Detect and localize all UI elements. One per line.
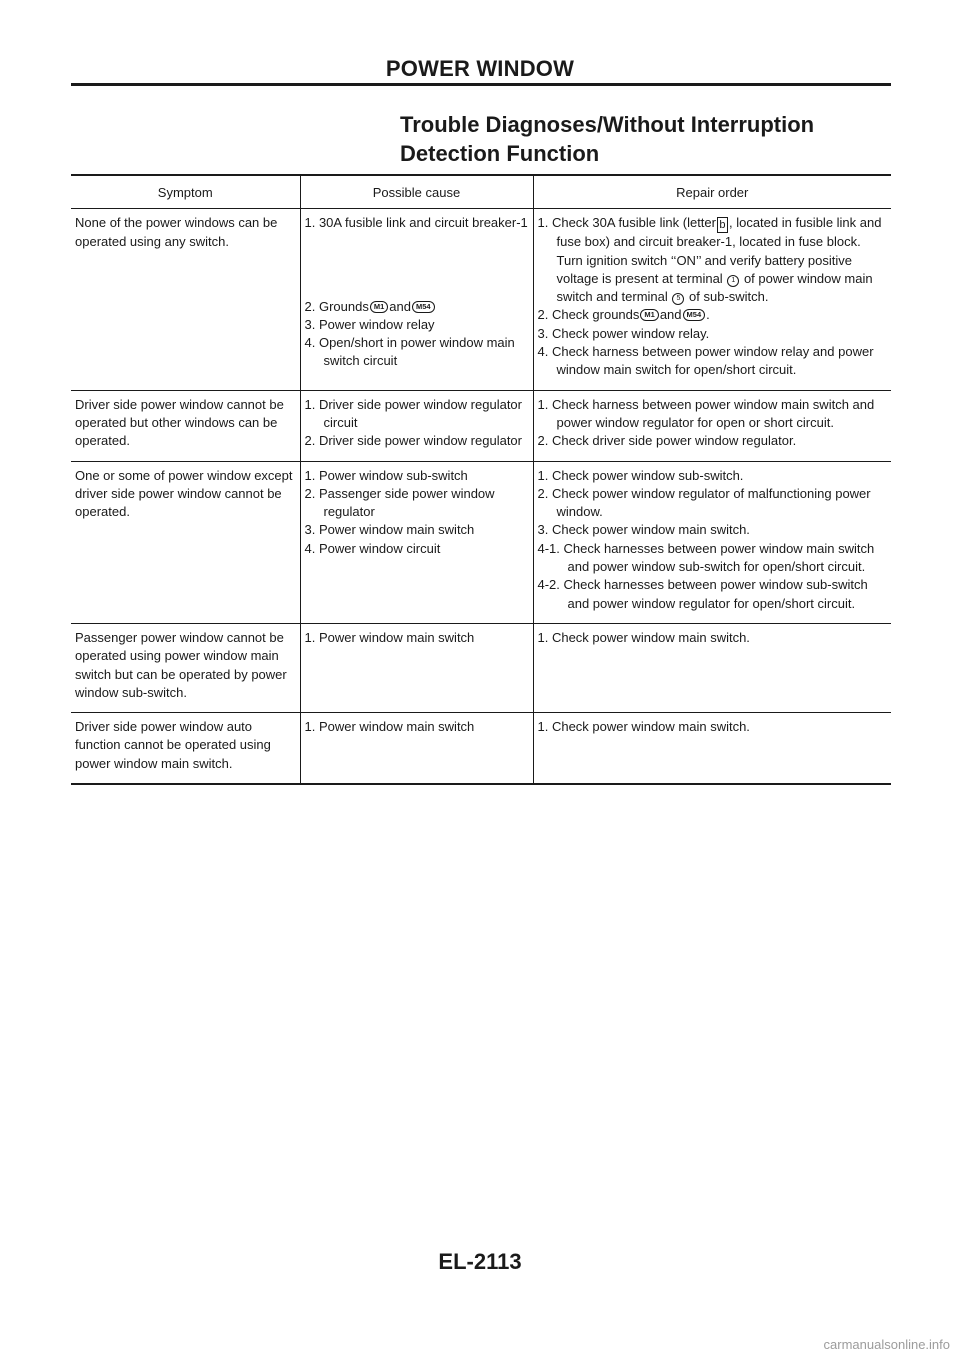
cause-cell — [300, 390, 533, 461]
connector-m1-icon: M1 — [640, 309, 658, 321]
cause-item: 1. Power window sub-switch — [304, 467, 468, 483]
symptom-cell: Driver side power window cannot be operated but other windows can be operated. — [71, 390, 300, 461]
repair-text: . — [706, 307, 710, 323]
table-row — [71, 713, 891, 784]
repair-text: , located in fusible link and fuse box) and circuit breaker-1, located in fuse block. Turn ignition switch ‘‘ON’’ and verify battery positive voltage is present at terminal — [556, 215, 882, 286]
repair-item — [538, 306, 888, 324]
table-header-row — [71, 175, 891, 209]
repair-cell — [533, 461, 891, 623]
cause-text: and — [389, 298, 411, 314]
cause-item: 3. Power window main switch — [304, 522, 475, 538]
letter-box-icon: b — [717, 217, 728, 233]
repair-item: 1. Check harness between power window main switch and power window regulator for open or short circuit. — [537, 396, 875, 430]
cause-item: 1. Power window main switch — [304, 719, 475, 735]
repair-text: of sub-switch. — [689, 289, 769, 305]
repair-item: 1. Check power window main switch. — [537, 629, 750, 645]
connector-m54-icon: M54 — [683, 309, 706, 321]
diagnosis-table-wrapper — [71, 174, 891, 785]
cause-cell — [300, 713, 533, 784]
symptom-cell: One or some of power window except driver side power window cannot be operated. — [71, 461, 300, 623]
repair-text: 2. Check grounds — [537, 307, 640, 323]
section-title — [400, 110, 880, 168]
repair-text: 1. Check 30A fusible link (letter — [537, 215, 716, 231]
repair-item: 4. Check harness between power window relay and power window main switch for open/short circuit. — [537, 344, 874, 378]
terminal-1-icon: 1 — [727, 275, 739, 287]
cause-item: 4. Open/short in power window main switch circuit — [304, 335, 515, 369]
cause-item: 4. Power window circuit — [304, 540, 441, 556]
repair-text: of power window main switch and terminal — [556, 270, 873, 305]
connector-m1-icon: M1 — [370, 301, 388, 313]
repair-item: 1. Check power window main switch. — [537, 719, 750, 735]
cause-item: 3. Power window relay — [304, 316, 435, 332]
page-header-title: POWER WINDOW — [385, 56, 575, 81]
cause-item: 2. Passenger side power window regulator — [304, 485, 495, 520]
cause-cell — [300, 623, 533, 712]
cause-item: 1. Driver side power window regulator circuit — [304, 396, 522, 430]
table-row — [71, 623, 891, 712]
cause-item: 1. 30A fusible link and circuit breaker-1 — [304, 215, 528, 231]
repair-cell — [533, 209, 891, 390]
symptom-cell: Passenger power window cannot be operated using power window main switch but can be operated by power window sub-switch. — [71, 623, 300, 712]
cause-item: 1. Power window main switch — [304, 629, 475, 645]
repair-cell — [533, 713, 891, 784]
repair-item: 3. Check power window relay. — [537, 325, 710, 341]
section-title-line-2: Detection Function — [400, 141, 600, 166]
repair-cell — [533, 390, 891, 461]
repair-item: 1. Check power window sub-switch. — [537, 467, 744, 483]
cause-item: 2. Driver side power window regulator — [304, 433, 522, 449]
cause-spacer — [305, 233, 529, 298]
repair-item: 3. Check power window main switch. — [537, 522, 750, 538]
table-row — [71, 209, 891, 390]
cause-item — [305, 298, 529, 316]
repair-item: 2. Check driver side power window regulator. — [537, 433, 797, 449]
diagnosis-table — [71, 174, 891, 785]
repair-item: 4-2. Check harnesses between power window sub-switch and power window regulator for open/short circuit. — [537, 577, 868, 611]
column-header-repair-order: Repair order — [533, 175, 891, 209]
repair-text: and — [659, 307, 682, 323]
repair-item: 4-1. Check harnesses between power window main switch and power window sub-switch for open/short circuit. — [537, 540, 875, 575]
table-row — [71, 390, 891, 461]
terminal-5-icon: 5 — [672, 293, 684, 305]
section-title-line-1: Trouble Diagnoses/Without Interruption — [400, 112, 815, 137]
column-header-possible-cause: Possible cause — [300, 175, 533, 209]
cause-text: 2. Grounds — [304, 298, 369, 314]
symptom-cell: Driver side power window auto function cannot be operated using power window main switch. — [71, 713, 300, 784]
repair-item: 2. Check power window regulator of malfunctioning power window. — [537, 485, 871, 520]
repair-cell — [533, 623, 891, 712]
watermark: carmanualsonline.info — [823, 1337, 950, 1352]
table-row — [71, 461, 891, 623]
cause-cell — [300, 461, 533, 623]
symptom-cell: None of the power windows can be operated using any switch. — [71, 209, 300, 390]
cause-cell — [300, 209, 533, 390]
repair-item — [538, 214, 888, 306]
column-header-symptom: Symptom — [71, 175, 300, 209]
page-number: EL-2113 — [438, 1249, 522, 1274]
connector-m54-icon: M54 — [412, 301, 435, 313]
header-rule — [71, 83, 891, 86]
